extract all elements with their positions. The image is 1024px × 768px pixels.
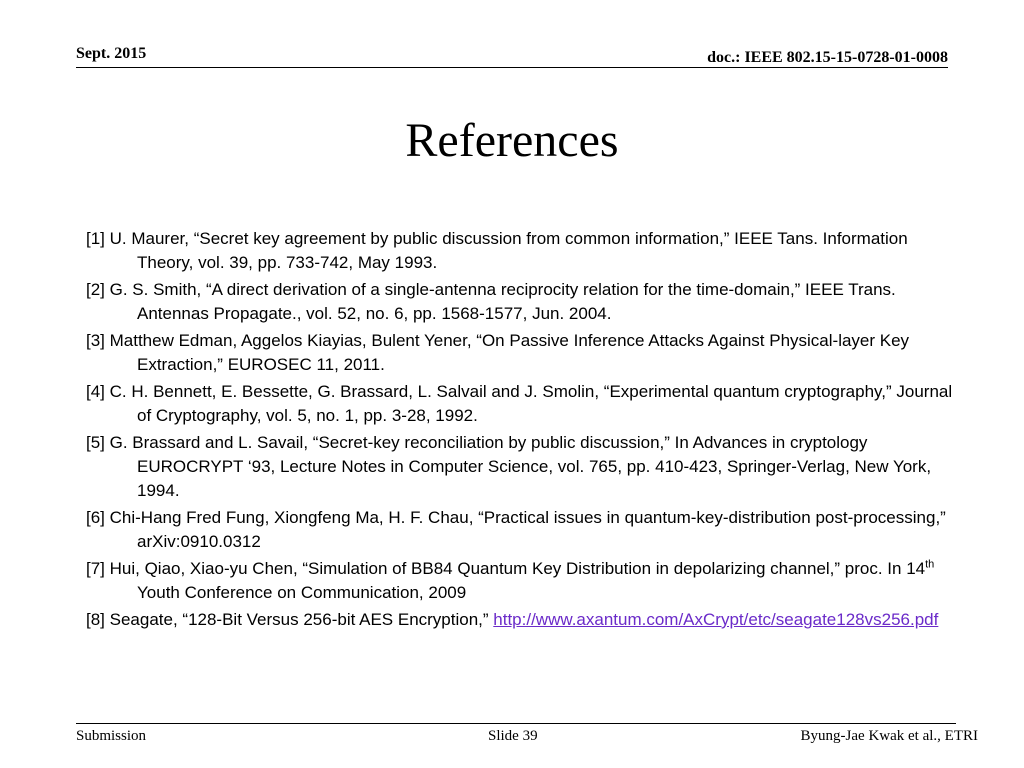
header-rule (76, 67, 948, 68)
reference-8-text: [8] Seagate, “128-Bit Versus 256-bit AES Encryption,” (86, 610, 494, 629)
reference-6: [6] Chi-Hang Fred Fung, Xiongfeng Ma, H. F. Chau, “Practical issues in quantum-key-distribution post-processing,” arXiv:0910.0312 (86, 508, 946, 551)
reference-8-link[interactable]: http://www.axantum.com/AxCrypt/etc/seagate128vs256.pdf (493, 610, 939, 629)
reference-7-superscript: th (925, 558, 935, 571)
reference-7 (86, 557, 956, 605)
footer-author: Byung-Jae Kwak et al., ETRI (800, 728, 978, 744)
footer-submission: Submission (76, 728, 147, 744)
reference-3: [3] Matthew Edman, Aggelos Kiayias, Bulent Yener, “On Passive Inference Attacks Against Physical-layer Key Extraction,” EUROSEC 11, 2011. (86, 331, 910, 374)
footer-rule (76, 723, 956, 724)
reference-7-text: [7] Hui, Qiao, Xiao-yu Chen, “Simulation of BB84 Quantum Key Distribution in depolarizing channel,” proc. In 14 (86, 559, 926, 578)
header-doc-id: doc.: IEEE 802.15-15-0728-01-0008 (707, 49, 948, 66)
header-date: Sept. 2015 (76, 45, 147, 62)
reference-2: [2] G. S. Smith, “A direct derivation of a single-antenna reciprocity relation for the time-domain,” IEEE Trans. Antennas Propagate., vol. 52, no. 6, pp. 1568-1577, Jun. 2004. (86, 280, 896, 323)
footer-slide-number: Slide 39 (488, 728, 538, 744)
reference-1: [1] U. Maurer, “Secret key agreement by public discussion from common information,” IEEE Tans. Information Theory, vol. 39, pp. 733-742, May 1993. (86, 229, 908, 272)
reference-8 (86, 608, 956, 632)
slide-title: References (405, 114, 619, 167)
references-list (86, 227, 956, 635)
reference-7-text-cont: Youth Conference on Communication, 2009 (137, 583, 467, 602)
reference-4: [4] C. H. Bennett, E. Bessette, G. Brassard, L. Salvail and J. Smolin, “Experimental quantum cryptography,” Journal of Cryptography, vol. 5, no. 1, pp. 3-28, 1992. (86, 382, 953, 425)
reference-5: [5] G. Brassard and L. Savail, “Secret-key reconciliation by public discussion,” In Advances in cryptology EUROCRYPT ‘93, Lecture Notes in Computer Science, vol. 765, pp. 410-423, Springer-Verlag, New York, 1994. (86, 433, 932, 500)
